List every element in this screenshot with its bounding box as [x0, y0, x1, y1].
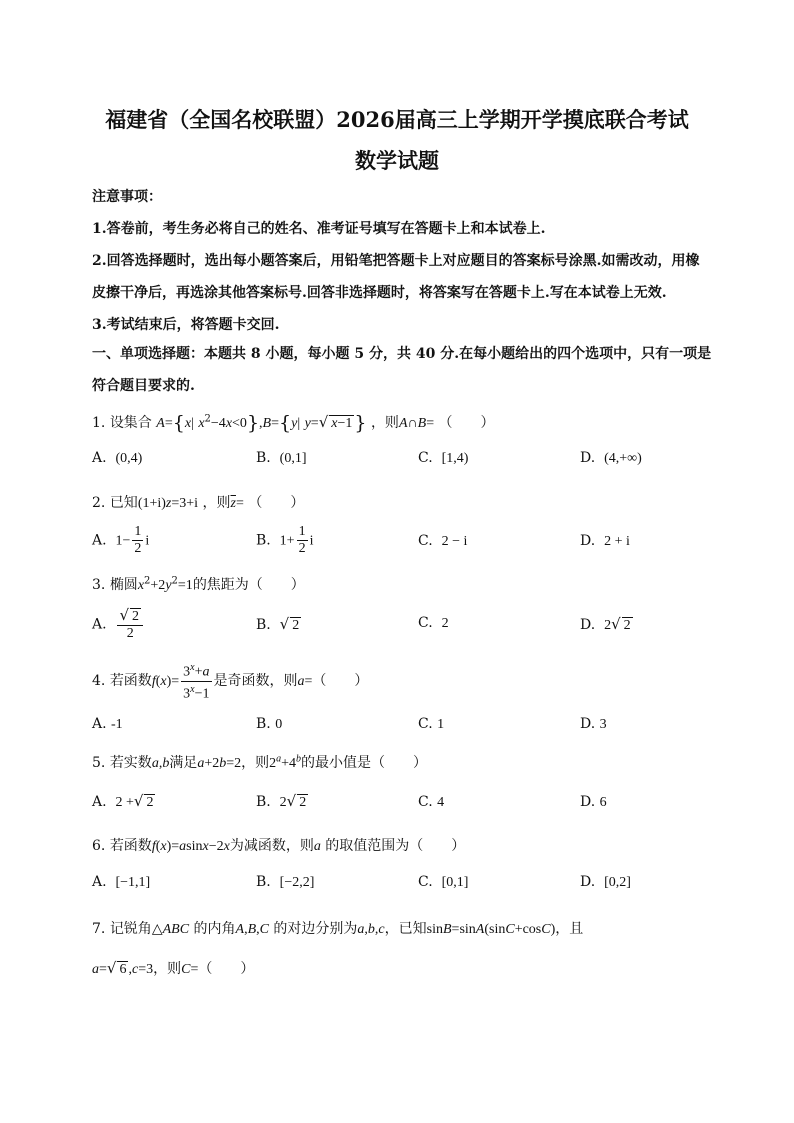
question-1-stem: 1. 设集合 A={x| $x^2-4x<0\},B=\{y|$ y=√ x−1 } ，则A∩B= （ ）	[92, 412, 495, 434]
notes-item-1: 1.答卷前，考生务必将自己的姓名、准考证号填写在答题卡上和本试卷上.	[92, 221, 546, 237]
question-6-stem: 6. 若函数f(x)=asinx−2x为减函数，则a 的取值范围为（ ）	[92, 838, 466, 854]
exam-title: 福建省（全国名校联盟）2026届高三上学期开学摸底联合考试	[105, 107, 689, 132]
question-1-option-b[interactable]: B. (0,1]	[256, 450, 307, 466]
question-4-stem: 4. 若函数f(x)= $\frac{3^x+a}{3^x-1}$ 是奇函数，则a=（ ）	[92, 662, 369, 702]
question-2-option-c[interactable]: C. 2 − i	[418, 533, 468, 549]
question-3-option-d[interactable]: D. 2√ 2	[580, 615, 631, 633]
question-7-stem-cont: a=√ 6 ,c=3，则C=（ ）	[92, 959, 255, 977]
question-2-option-d[interactable]: D. 2 + i	[580, 533, 630, 549]
section-1-heading: 一、单项选择题：本题共 8 小题，每小题 5 分，共 40 分.在每小题给出的四个选项中，只有一项是	[92, 346, 712, 362]
question-4-option-b[interactable]: B. 0	[256, 716, 283, 732]
question-2-stem: 2. 已知(1+i)z=3+i ，则$\overline{z}=$ （ ）	[92, 495, 305, 511]
question-5-option-a[interactable]: A. 2 +√ 2	[92, 792, 154, 810]
question-7-stem: 7. 记锐角△ABC 的内角A,B,C 的对边分别为a,b,c，已知sinB=sinA(sinC+cosC)，且	[92, 921, 584, 937]
set-a-formula: A	[156, 416, 165, 431]
notes-heading: 注意事项：	[92, 189, 162, 205]
notes-item-3: 3.考试结束后，将答题卡交回.	[92, 317, 280, 333]
question-5-option-b[interactable]: B. 2√ 2	[256, 792, 307, 810]
question-3-option-c[interactable]: C. 2	[418, 615, 449, 631]
question-6-option-d[interactable]: D. [0,2]	[580, 874, 631, 890]
notes-item-2-line-1: 2.回答选择题时，选出每小题答案后，用铅笔把答题卡上对应题目的答案标号涂黑.如需改动，用橡	[92, 253, 700, 269]
exam-subtitle: 数学试题	[355, 148, 439, 173]
question-3-stem: 3. 椭圆$x^2+2y^2=1$的焦距为（ ）	[92, 575, 305, 593]
question-1-option-c[interactable]: C. [1,4)	[418, 450, 469, 466]
question-5-option-c[interactable]: C. 4	[418, 794, 445, 810]
question-6-option-c[interactable]: C. [0,1]	[418, 874, 469, 890]
question-3-option-a[interactable]: A. $\frac{√ 2}{2}$	[92, 607, 145, 642]
question-2-option-a[interactable]: A. 1− $\frac{1}{2}$ i	[92, 524, 150, 556]
question-1-option-a[interactable]: A. (0,4)	[92, 450, 143, 466]
question-6-option-a[interactable]: A. [−1,1]	[92, 874, 151, 890]
question-5-option-d[interactable]: D. 6	[580, 794, 607, 810]
question-5-stem: 5. 若实数a,b满足a+2b=2，则$2^a+4^b$的最小值是（ ）	[92, 753, 428, 771]
question-4-option-c[interactable]: C. 1	[418, 716, 445, 732]
section-1-heading-cont: 符合题目要求的.	[92, 378, 195, 394]
question-2-option-b[interactable]: B. 1+ $\frac{1}{2}$ i	[256, 524, 314, 556]
question-6-option-b[interactable]: B. [−2,2]	[256, 874, 315, 890]
question-4-option-a[interactable]: A. -1	[92, 716, 123, 732]
question-1-option-d[interactable]: D. (4,+∞)	[580, 450, 642, 466]
notes-item-2-line-2: 皮擦干净后，再选涂其他答案标号.回答非选择题时，将答案写在答题卡上.写在本试卷上无效.	[92, 285, 667, 301]
question-4-option-d[interactable]: D. 3	[580, 716, 607, 732]
question-3-option-b[interactable]: B. √ 2	[256, 615, 300, 633]
